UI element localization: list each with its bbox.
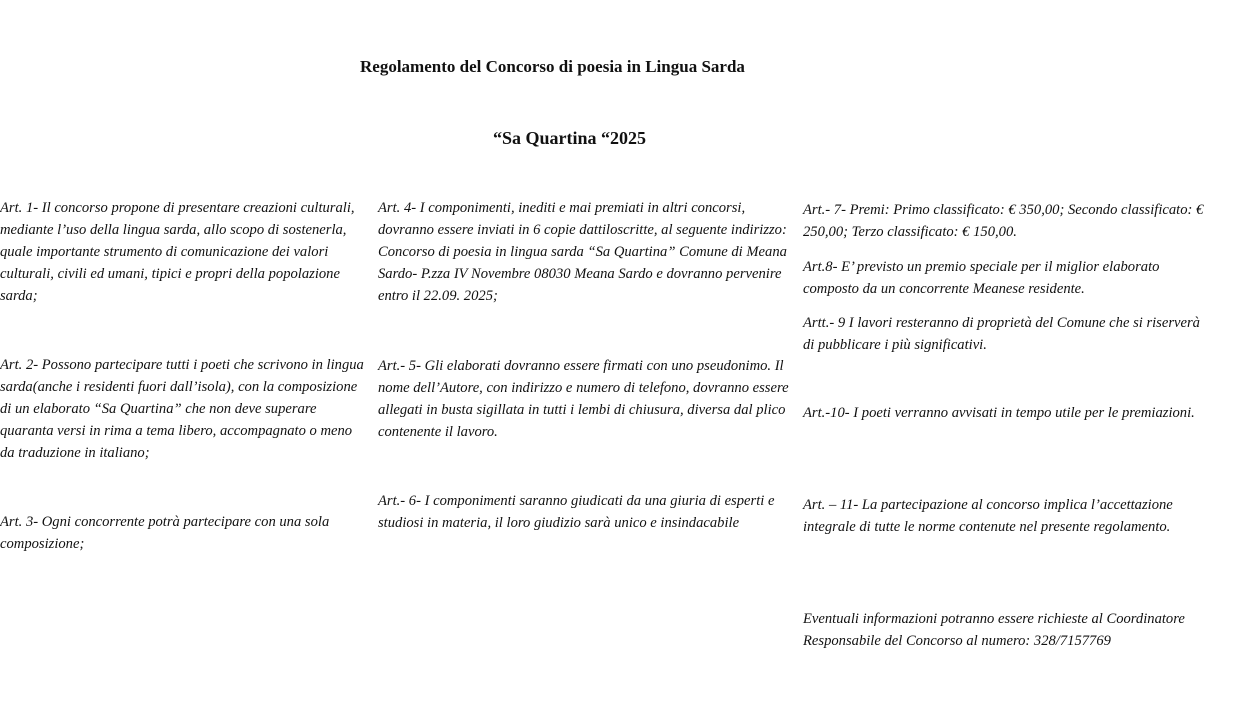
article-5: Art.- 5- Gli elaborati dovranno essere firmati con uno pseudonimo. Il nome dell’Autore, con indirizzo e numero di telefono, dovranno essere allegati in busta sigillata in tutti i lembi di chiusura, diversa dal plico contenente il lavoro. [378,358,789,440]
article-8: Art.8- E’ previsto un premio speciale per il miglior elaborato composto da un concorrente Meanese residente. [803,259,1160,297]
article-11: Art. – 11- La partecipazione al concorso implica l’accettazione integrale di tutte le norme contenute nel presente regolamento. [803,497,1173,535]
article-1: Art. 1- Il concorso propone di presentare creazioni culturali, mediante l’uso della lingua sarda, allo scopo di sostenerla, quale importante strumento di comunicazione dei valori culturali, civili ed umani, tipici e propri della popolazione sarda; [0,200,355,304]
document-title: Regolamento del Concorso di poesia in Lingua Sarda [360,57,745,76]
article-6: Art.- 6- I componimenti saranno giudicati da una giuria di esperti e studiosi in materia, il loro giudizio sarà unico e insindacabile [378,493,775,531]
article-10: Art.-10- I poeti verranno avvisati in tempo utile per le premiazioni. [803,405,1195,421]
contact-info: Eventuali informazioni potranno essere richieste al Coordinatore Responsabile del Concorso al numero: 328/7157769 [803,611,1185,649]
article-7: Art.- 7- Premi: Primo classificato: € 350,00; Secondo classificato: € 250,00; Terzo classificato: € 150,00. [803,202,1204,240]
document-subtitle: “Sa Quartina “2025 [493,128,647,148]
article-9: Artt.- 9 I lavori resteranno di proprietà del Comune che si riserverà di pubblicare i più significativi. [803,315,1200,353]
article-4: Art. 4- I componimenti, inediti e mai premiati in altri concorsi, dovranno essere inviati in 6 copie dattiloscritte, al seguente indirizzo: Concorso di poesia in lingua sarda “Sa Quartina” Comune di Meana Sardo- P.zza IV Novembre 08030 Meana Sardo e dovranno pervenire entro il 22.09. 2025; [378,200,787,304]
article-2: Art. 2- Possono partecipare tutti i poeti che scrivono in lingua sarda(anche i residenti fuori dall’isola), con la composizione di un elaborato “Sa Quartina” che non deve superare quaranta versi in rima a tema libero, accompagnato o meno da traduzione in italiano; [0,357,364,461]
article-3: Art. 3- Ogni concorrente potrà partecipare con una sola composizione; [0,514,330,552]
